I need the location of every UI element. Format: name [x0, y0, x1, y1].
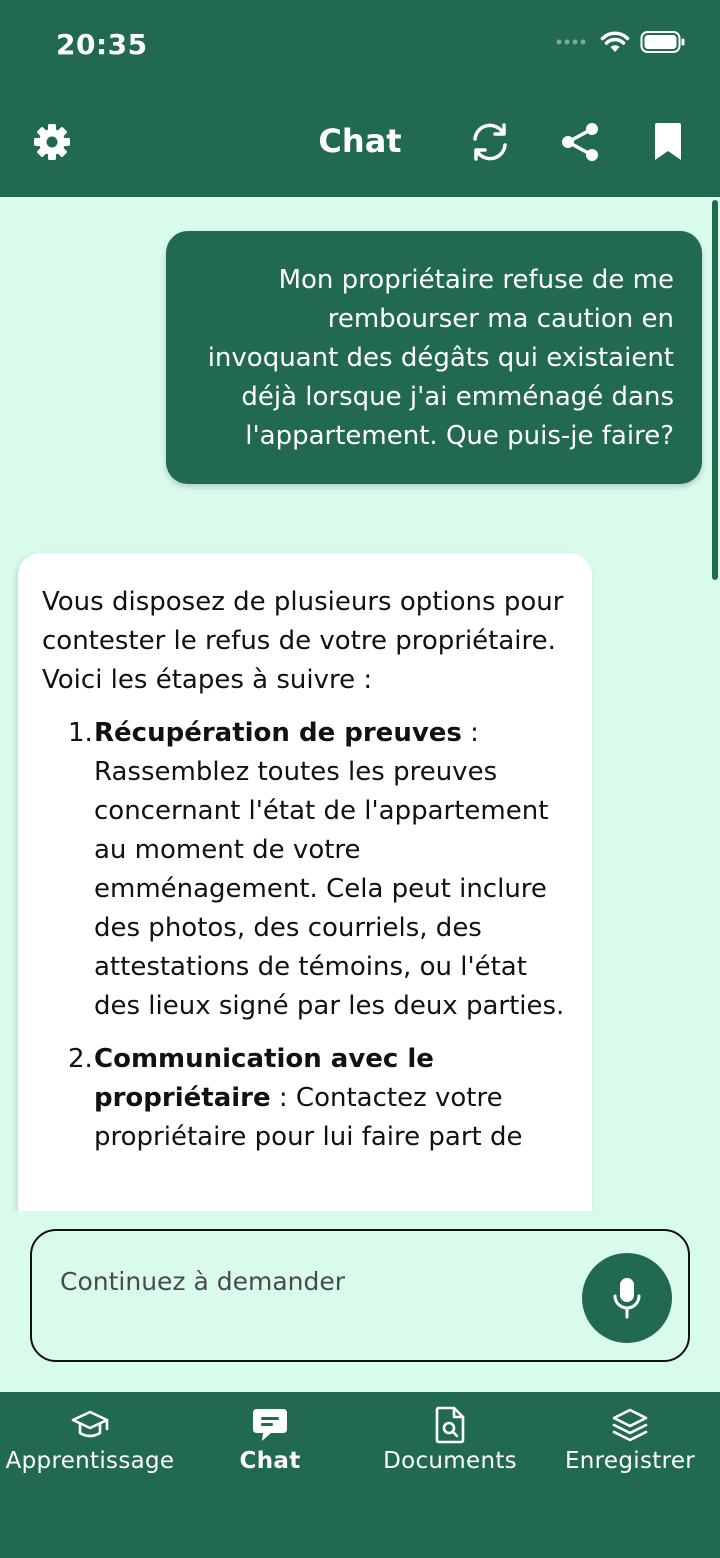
- list-item: [42, 714, 570, 1026]
- nav-item-apprentissage[interactable]: [0, 1402, 180, 1492]
- battery-icon: [640, 30, 686, 54]
- layers-icon: [611, 1407, 649, 1443]
- user-message-text: Mon propriétaire refuse de me rembourser ma caution en invoquant des dégâts qui existaient déjà lorsque j'ai emménagé dans l'appartement. Que puis-je faire?: [207, 265, 674, 451]
- bookmark-icon: [651, 122, 685, 162]
- nav-label: Chat: [239, 1448, 301, 1474]
- nav-label: Apprentissage: [5, 1448, 175, 1474]
- nav-item-documents[interactable]: [360, 1402, 540, 1492]
- step-title: Communication avec le propriétaire: [94, 1044, 434, 1113]
- step-number: 2.: [68, 1044, 93, 1074]
- microphone-button[interactable]: [582, 1253, 672, 1343]
- step-number: 1.: [68, 718, 93, 748]
- chat-bubble-icon: [251, 1407, 289, 1443]
- nav-item-enregistrer[interactable]: [540, 1402, 720, 1492]
- bookmark-button[interactable]: [646, 120, 690, 164]
- step-text: : Rassemblez toutes les preuves concernant l'état de l'appartement au moment de votre emménagement. Cela peut inclure des photos, des courriels, des attestations de témoins, ou l'état des lieux signé par les deux parties.: [94, 718, 565, 1021]
- assistant-intro-text: Vous disposez de plusieurs options pour contester le refus de votre propriétaire. Voici les étapes à suivre :: [42, 587, 564, 695]
- document-search-icon: [434, 1406, 466, 1444]
- refresh-button[interactable]: [468, 120, 512, 164]
- chat-scrollbar[interactable]: [712, 200, 718, 580]
- nav-label: Enregistrer: [564, 1448, 696, 1474]
- list-item: [42, 1040, 570, 1157]
- share-icon: [559, 121, 601, 163]
- wifi-icon: [600, 30, 630, 54]
- message-composer: [30, 1229, 690, 1362]
- step-text: : Contactez votre propriétaire pour lui faire part de: [94, 1083, 523, 1152]
- nav-label: Documents: [383, 1448, 517, 1474]
- status-time: 20:35: [56, 28, 148, 61]
- share-button[interactable]: [558, 120, 602, 164]
- refresh-icon: [469, 121, 511, 163]
- graduation-cap-icon: [71, 1408, 109, 1442]
- nav-item-chat[interactable]: [180, 1402, 360, 1492]
- microphone-icon: [612, 1276, 642, 1320]
- page-title: Chat: [318, 122, 402, 160]
- steps-list: [42, 714, 570, 1157]
- chat-thread[interactable]: [0, 197, 720, 1211]
- user-message-bubble: [166, 231, 702, 484]
- status-icons: [556, 30, 686, 54]
- assistant-message-bubble: [18, 553, 592, 1211]
- message-input[interactable]: [60, 1261, 560, 1301]
- step-title: Récupération de preuves: [94, 718, 462, 748]
- signal-icon: [556, 37, 590, 47]
- app-header: [0, 0, 720, 197]
- bottom-navigation: [0, 1392, 720, 1558]
